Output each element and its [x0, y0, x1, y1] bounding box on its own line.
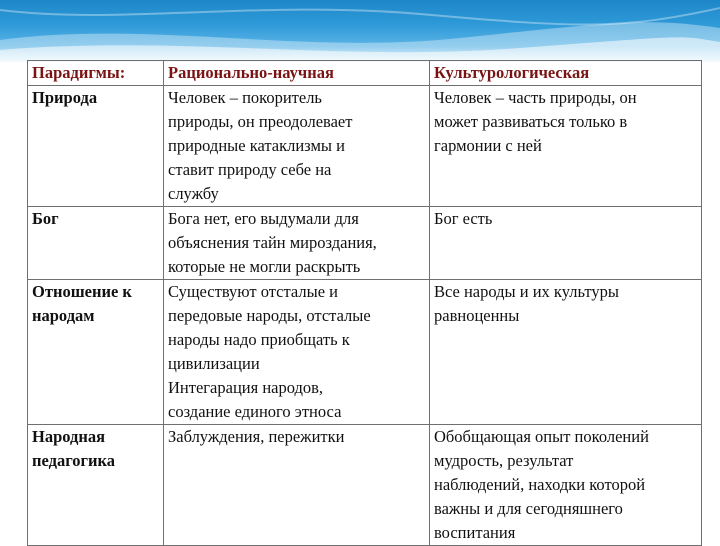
header-rational-scientific: Рационально-научная [164, 61, 430, 86]
row-label: Природа [28, 86, 164, 207]
wave-decoration [0, 0, 720, 62]
rational-cell: Заблуждения, пережитки [164, 425, 430, 546]
cultural-cell: Все народы и их культуры равноценны [430, 280, 702, 425]
table-header-row [28, 61, 702, 86]
table-row [28, 207, 702, 280]
row-label: Народная педагогика [28, 425, 164, 546]
row-label: Отношение к народам [28, 280, 164, 425]
cultural-cell: Бог есть [430, 207, 702, 280]
rational-cell: Человек – покоритель природы, он преодолевает природные катаклизмы и ставит природу себе на службу [164, 86, 430, 207]
paradigm-comparison-table [27, 60, 702, 546]
slide-banner [0, 0, 720, 62]
row-label: Бог [28, 207, 164, 280]
table-row [28, 86, 702, 207]
rational-cell: Существуют отсталые и передовые народы, отсталые народы надо приобщать к цивилизации Интегарация народов, создание единого этноса [164, 280, 430, 425]
header-paradigms: Парадигмы: [28, 61, 164, 86]
table-row [28, 425, 702, 546]
table-row [28, 280, 702, 425]
cultural-cell: Человек – часть природы, он может развиваться только в гармонии с ней [430, 86, 702, 207]
cultural-cell: Обобщающая опыт поколений мудрость, результат наблюдений, находки которой важны и для сегодняшнего воспитания [430, 425, 702, 546]
header-culturological: Культурологическая [430, 61, 702, 86]
rational-cell: Бога нет, его выдумали для объяснения тайн мироздания, которые не могли раскрыть [164, 207, 430, 280]
